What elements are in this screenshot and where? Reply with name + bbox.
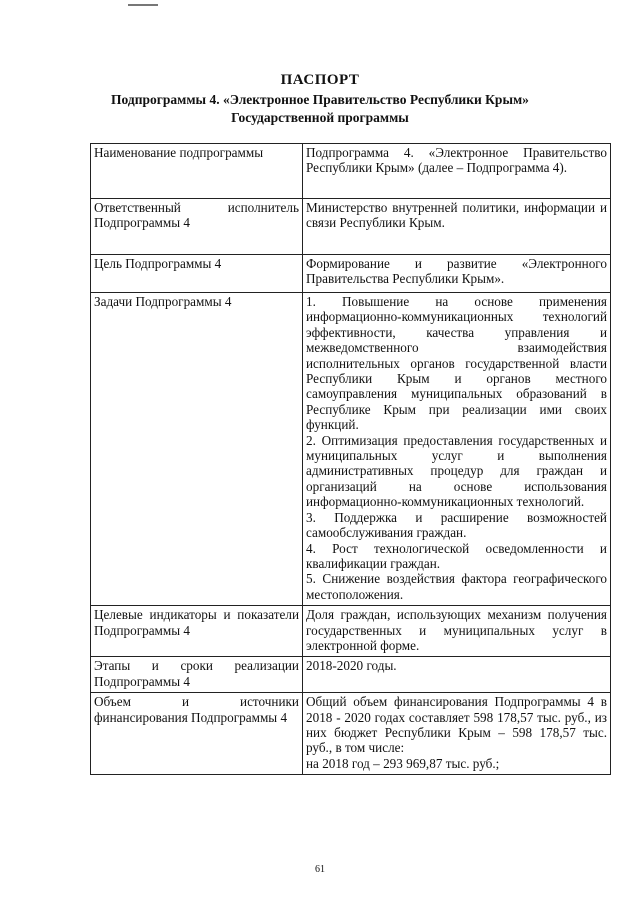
row-value: 2018-2020 годы. xyxy=(303,657,611,693)
list-item: 5. Снижение воздействия фактора географического местоположения. xyxy=(306,571,607,602)
row-label: Объем и источники финансирования Подпрограммы 4 xyxy=(91,693,303,775)
row-label: Этапы и сроки реализации Подпрограммы 4 xyxy=(91,657,303,693)
list-item: 2. Оптимизация предоставления государственных и муниципальных услуг и выполнения административных процедур для граждан и организаций на основе использования информационно-коммуникационных технологий. xyxy=(306,432,607,510)
subprogram-title: Подпрограммы 4. «Электронное Правительство Республики Крым» xyxy=(111,92,529,107)
row-label: Целевые индикаторы и показатели Подпрограммы 4 xyxy=(91,606,303,657)
list-item: на 2018 год – 293 969,87 тыс. руб.; xyxy=(306,755,500,771)
table-row xyxy=(91,255,611,293)
table-row xyxy=(91,144,611,199)
row-value: Министерство внутренней политики, информации и связи Республики Крым. xyxy=(303,199,611,255)
row-label: Задачи Подпрограммы 4 xyxy=(91,293,303,606)
list-item: 1. Повышение на основе применения информационно-коммуникационных технологий эффективности, качества управления и межведомственного взаимодействия исполнительных органов государственной власти Республики Крым и органов местного самоуправления муниципальных образований в Республике Крым при реализации ими своих функций. xyxy=(306,294,607,433)
table-row xyxy=(91,693,611,775)
list-item: 4. Рост технологической осведомленности и квалификации граждан. xyxy=(306,540,607,571)
row-label: Наименование подпрограммы xyxy=(91,144,303,199)
row-value xyxy=(303,293,611,606)
passport-table xyxy=(90,143,611,775)
table-row xyxy=(91,606,611,657)
row-label: Ответственный исполнитель Подпрограммы 4 xyxy=(91,199,303,255)
table-row xyxy=(91,199,611,255)
scan-mark xyxy=(128,4,158,6)
row-value: Формирование и развитие «Электронного Правительства Республики Крым». xyxy=(303,255,611,293)
list-item: 3. Поддержка и расширение возможностей самообслуживания граждан. xyxy=(306,509,607,541)
row-value: Доля граждан, использующих механизм получения государственных и муниципальных услуг в электронной форме. xyxy=(303,606,611,657)
table-row xyxy=(91,293,611,606)
list-item: Общий объем финансирования Подпрограммы 4 в 2018 - 2020 годах составляет 598 178,57 тыс. руб., из них бюджет Республики Крым – 598 178,57 тыс. руб., в том числе: xyxy=(306,694,607,756)
document-title: ПАСПОРТ xyxy=(280,72,360,88)
page-number: 61 xyxy=(315,864,325,875)
row-label: Цель Подпрограммы 4 xyxy=(91,255,303,293)
row-value xyxy=(303,693,611,775)
table-row xyxy=(91,657,611,693)
program-title: Государственной программы xyxy=(231,110,409,125)
row-value: Подпрограмма 4. «Электронное Правительство Республики Крым» (далее – Подпрограмма 4). xyxy=(303,144,611,199)
